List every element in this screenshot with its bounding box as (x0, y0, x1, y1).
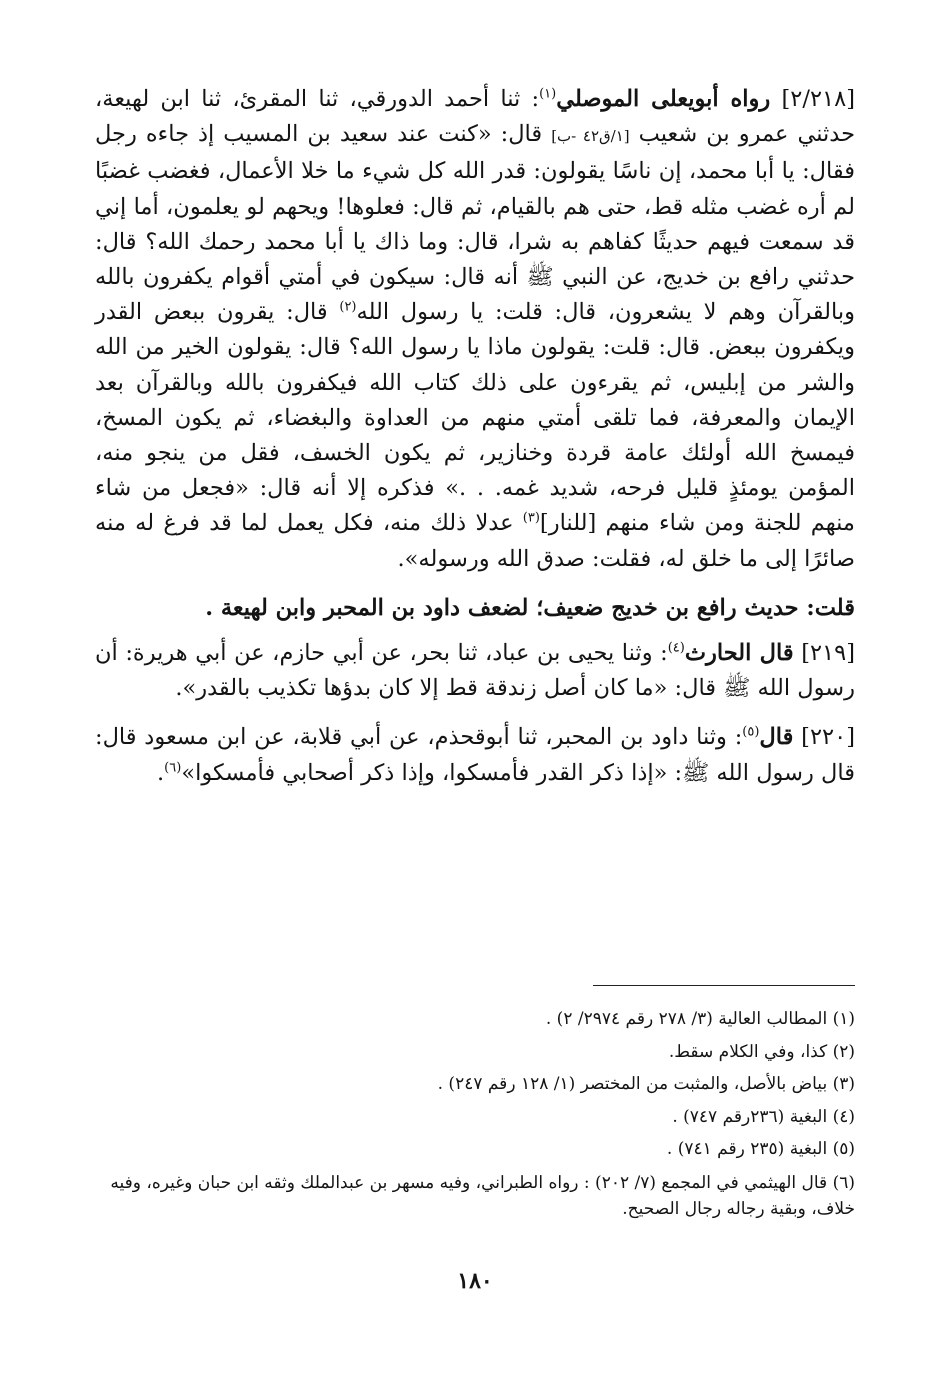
hadith-text: قال: «كنت عند سعيد بن المسيب إذ جاءه رجل فقال: يا أبا محمد، إن ناسًا يقولون: قدر الله كل شيء ما خلا الأعمال، فغضب غضبًا لم أره غضب مثله قط، حتى هم بالقيام، ثم قال: فعلوها! ويحهم لو يعلمون، أما إني قد سمعت فيهم حديثًا كفاهم به شرا، قال: وما ذاك يا أبا محمد رحمك الله؟ قال: حدثني رافع بن خديج، عن النبي ﷺ أنه قال: سيكون في أمتي أقوام يكفرون بالله وبالقرآن وهم لا يشعرون، قال: قلت: يا رسول الله (95, 121, 855, 326)
narrator-name: قال (759, 724, 794, 751)
hadith-text: . (157, 759, 165, 786)
footnote-ref-4: (٤) (667, 640, 685, 656)
hadith-219 (95, 636, 855, 706)
hadith-text: : وثنا داود بن المحبر، ثنا أبوقحذم، عن أبي قلابة، عن ابن مسعود قال: قال رسول الله ﷺ: «إذا ذكر القدر فأمسكوا، وإذا ذكر أصحابي فأمسكوا» (95, 724, 855, 786)
footnote-separator (593, 985, 855, 986)
hadith-text: : وثنا يحيى بن عباد، ثنا بحر، عن أبي حازم، عن أبي هريرة: أن رسول الله ﷺ قال: «ما كان أصل زندقة قط إلا كان بدؤها تكذيب بالقدر». (95, 640, 855, 702)
hadith-text: قال: يقرون ببعض القدر ويكفرون ببعض. قال: قلت: يقولون ماذا يا رسول الله؟ قال: يقولون الخير من الله والشر من إبليس، ثم يقرءون على ذلك كتاب الله فيكفرون بالله وبالقرآن بعد الإيمان والمعرفة، فما تلقى أمتي منهم من العداوة والبغضاء، ثم يكون المسخ، فيمسخ الله أولئك عامة قردة وخنازير، ثم يكون الخسف، فقل من ينجو منه، المؤمن يومئذٍ قليل فرحه، شديد غمه. . .» فذكره إلا أنه قال: «فجعل من شاء منهم للجنة ومن شاء منهم [للنار] (95, 299, 855, 537)
narrator-name: قال الحارث (684, 640, 794, 667)
narrator-name: رواه أبويعلى الموصلي (556, 86, 771, 112)
footnote-ref-2: (٢) (339, 299, 357, 315)
footnote-5: (٥) البغية (٢٣٥ رقم ٧٤١) . (666, 1139, 855, 1160)
hadith-218 (95, 82, 855, 577)
author-comment: قلت: حديث رافع بن خديج ضعيف؛ لضعف داود بن المحبر وابن لهيعة . (205, 594, 855, 621)
footnote-ref-5: (٥) (742, 724, 760, 740)
footnote-3: (٣) بياض بالأصل، والمثبت من المختصر (١/ ١٢٨ رقم ٢٤٧) . (437, 1074, 855, 1095)
hadith-number: [٢١٩] (801, 640, 856, 667)
hadith-text: عدلا ذلك منه، فكل يعمل لما قد فرغ له منه صائرًا إلى ما خلق له، فقلت: صدق الله ورسوله». (95, 510, 855, 572)
footnotes (95, 1003, 855, 1222)
footnote-ref-1: (١) (539, 86, 557, 102)
main-text (95, 82, 855, 791)
footnote-6: (٦) قال الهيثمي في المجمع (٧/ ٢٠٢) : رواه الطبراني، وفيه مسهر بن عبدالملك وثقه ابن حبان وغيره، وفيه خلاف، وبقية رجاله رجال الصحيح. (110, 1172, 855, 1219)
footnote-ref-3: (٣) (522, 510, 540, 526)
hadith-number: [٢/٢١٨] (781, 86, 855, 112)
hadith-number: [٢٢٠] (801, 724, 855, 751)
hadith-text: : ثنا أحمد الدورقي، ثنا المقرئ، ثنا ابن لهيعة، حدثني عمرو بن شعيب (95, 86, 855, 148)
footnote-ref-6: (٦) (164, 760, 182, 776)
manuscript-folio: [١/ق٤٢ -ب] (551, 127, 630, 146)
hadith-220 (95, 720, 855, 790)
footnote-4: (٤) البغية (٢٣٦رقم ٧٤٧) . (672, 1106, 855, 1127)
footnote-2: (٢) كذا، وفي الكلام سقط. (668, 1041, 855, 1062)
page-number: ١٨٠ (457, 1268, 493, 1294)
footnote-1: (١) المطالب العالية (٣/ ٢٧٨ رقم ٢٩٧٤/ ٢) . (545, 1009, 855, 1029)
